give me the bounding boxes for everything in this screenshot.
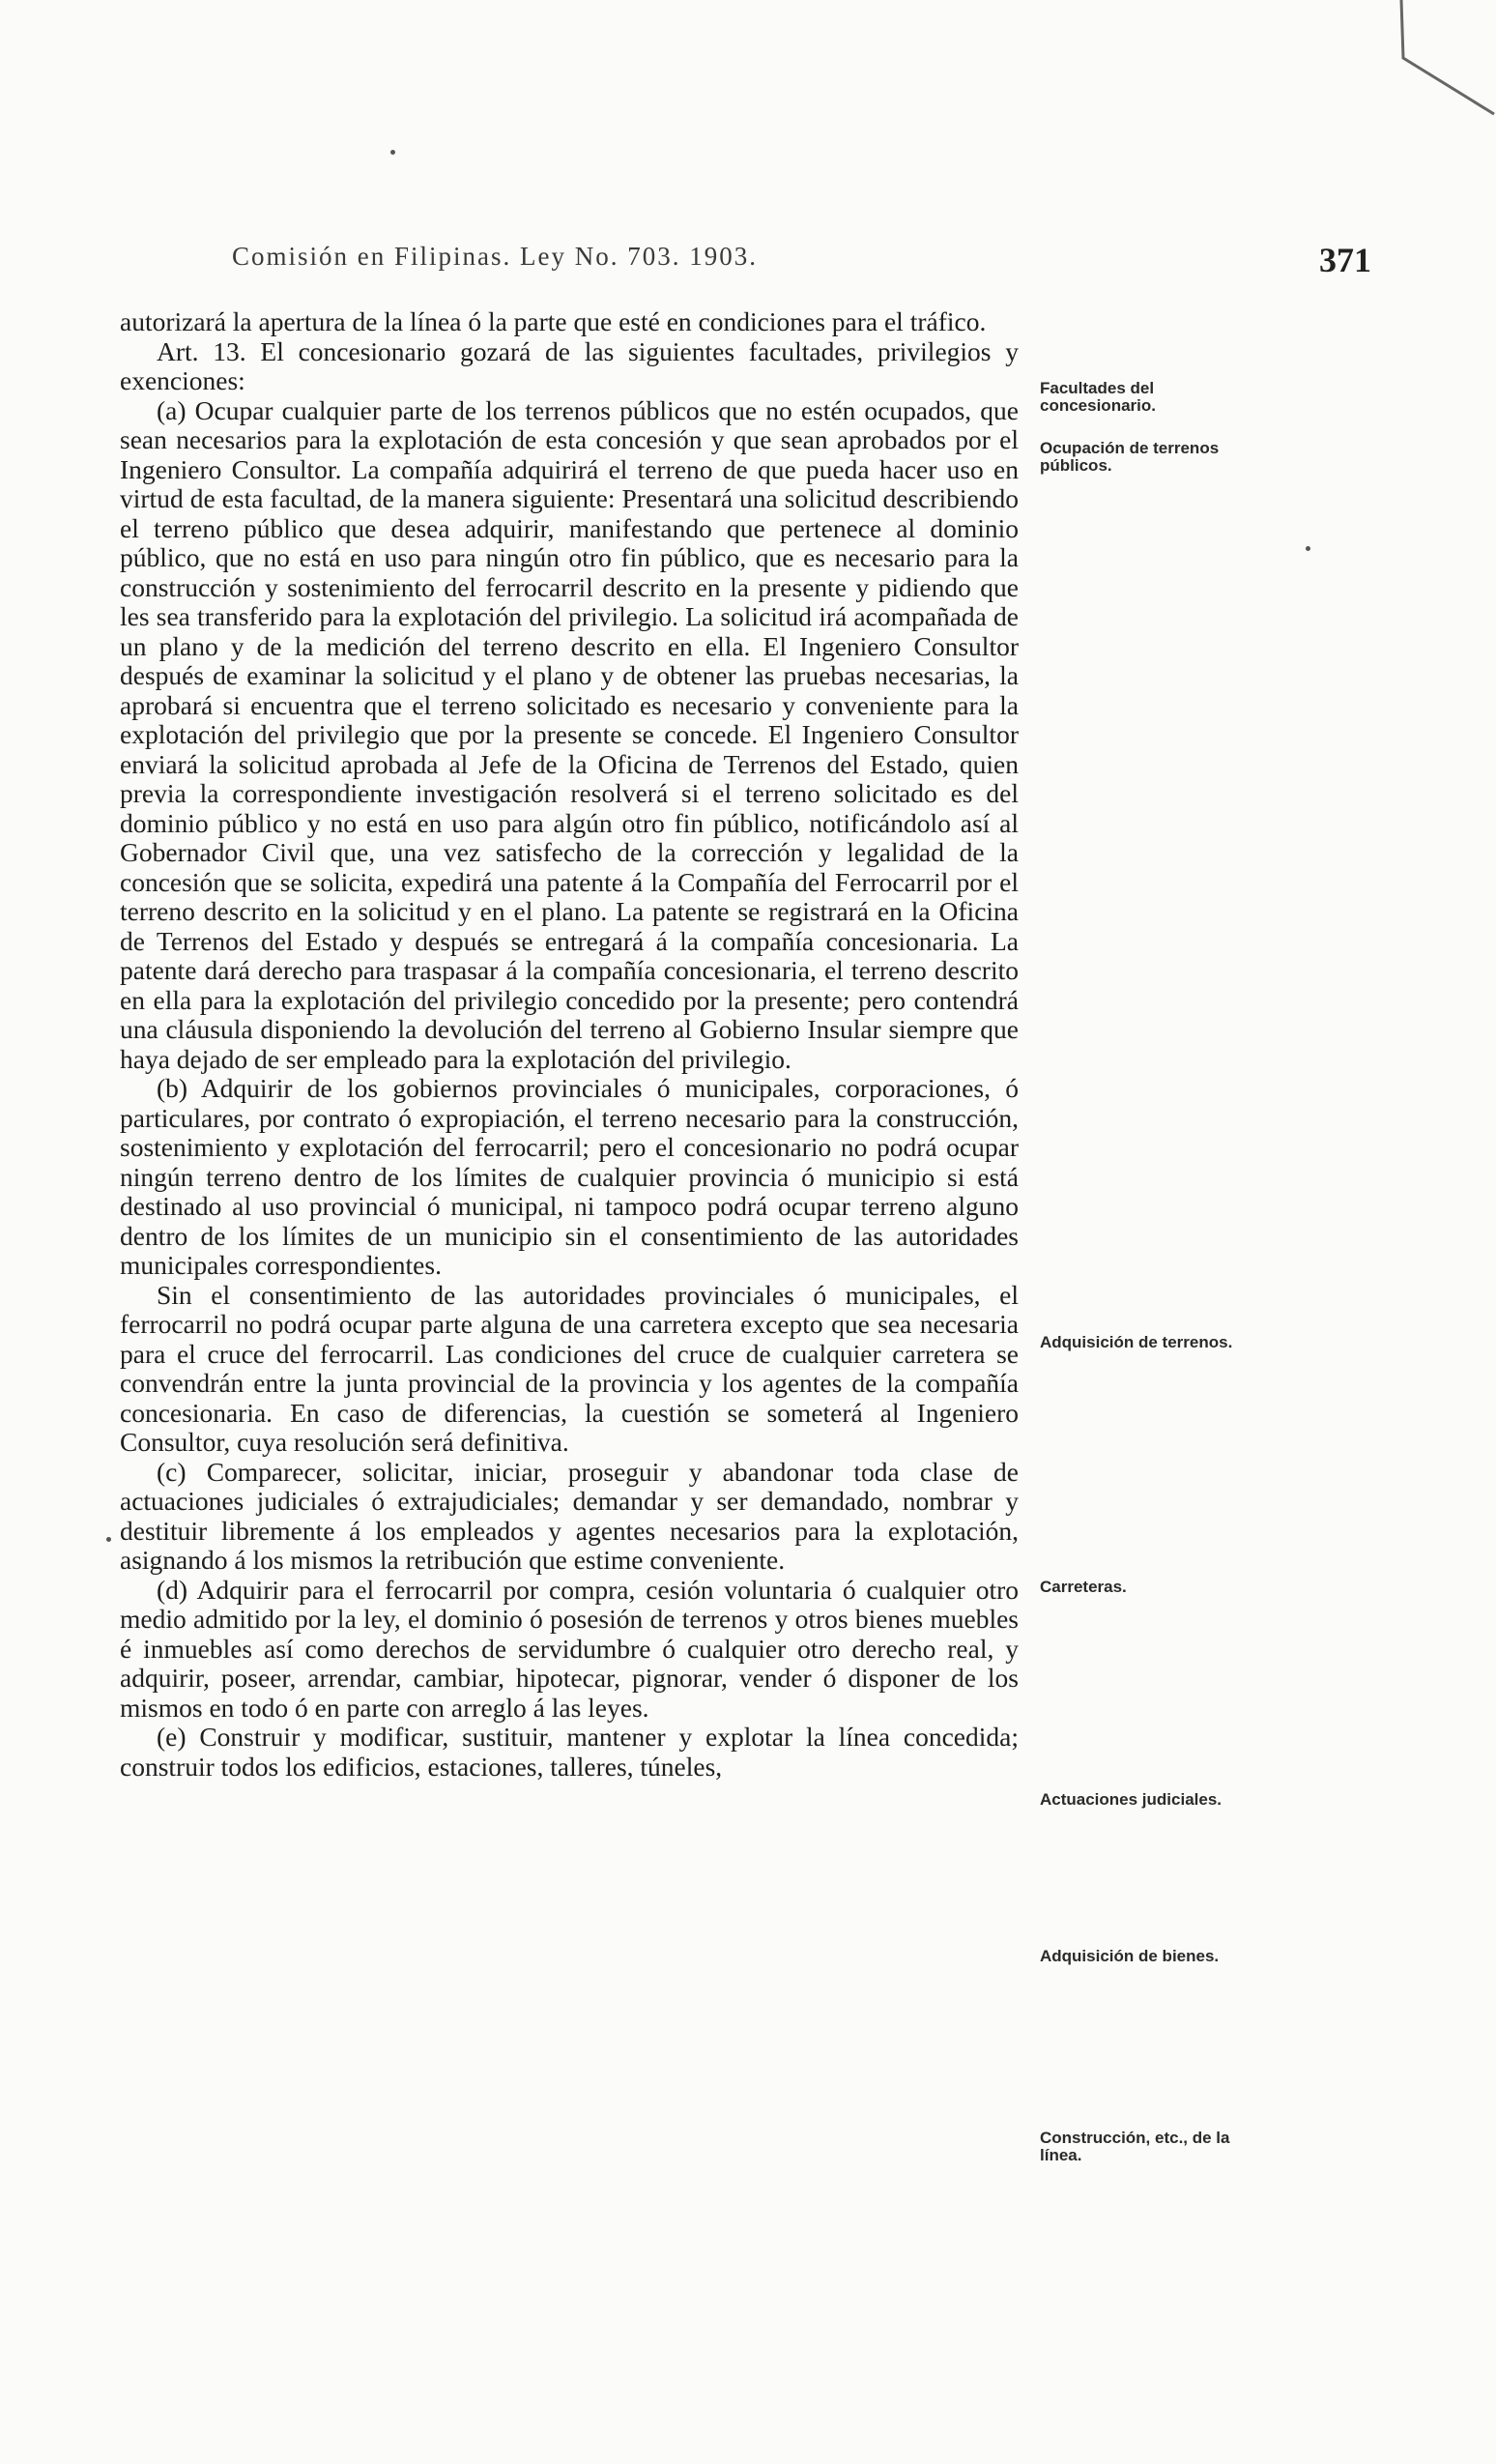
paragraph: (a) Ocupar cualquier parte de los terrenos públicos que no estén ocupados, que sean necesarios para la explotación de esta concesión y que sean aprobados por el Ingeniero Consultor. La compañía adquirirá el terreno de que pueda hacer uso en virtud de esta facultad, de la manera siguiente: Presentará una solicitud describiendo el terreno público que desea adquirir, manifestando que pertenece al dominio público, que no está en uso para ningún otro fin público, que es necesario para la construcción y sostenimiento del ferrocarril descrito en la presente y pidiendo que les sea transferido para la explotación del privilegio. La solicitud irá acompañada de un plano y de la medición del terreno descrito en ella. El Ingeniero Consultor después de examinar la solicitud y el plano y de obtener las pruebas necesarias, la aprobará si encuentra que el terreno solicitado es necesario y conveniente para la explotación del privilegio que por la presente se concede. El Ingeniero Consultor enviará la solicitud aprobada al Jefe de la Oficina de Terrenos del Estado, quien previa la correspondiente investigación resolverá si el terreno solicitado es del dominio público y no está en uso para algún otro fin público, notificándolo así al Gobernador Civil que, una vez satisfecho de la corrección y legalidad de la concesión que se solicita, expedirá una patente á la Compañía del Ferrocarril por el terreno descrito en la solicitud y en el plano. La patente se registrará en la Oficina de Terrenos del Estado y después se entregará á la compañía concesionaria. La patente dará derecho para traspasar á la compañía concesionaria, el terreno descrito en ella para la explotación del privilegio concedido por la presente; pero contendrá una cláusula disponiendo la devolución del terreno al Gobierno Insular siempre que haya dejado de ser empleado para la explotación del privilegio. — [120, 394, 1019, 1074]
margin-note: Ocupación de terrenos públicos. — [1040, 439, 1220, 475]
scan-speck — [106, 1537, 111, 1542]
margin-note: Adquisición de terrenos. — [1040, 1333, 1233, 1351]
running-head: Comisión en Filipinas. Ley No. 703. 1903. — [232, 242, 758, 271]
paragraph: (e) Construir y modificar, sustituir, mantener y explotar la línea concedida; construir todos los edificios, estaciones, talleres, túneles, — [120, 1722, 1019, 1782]
margin-note: Carreteras. — [1040, 1578, 1127, 1596]
page-corner-fold — [1380, 0, 1496, 126]
paragraph: (b) Adquirir de los gobiernos provinciales ó municipales, corporaciones, ó particulares, por contrato ó expropiación, el terreno necesario para la construcción, sostenimiento y explotación del ferrocarril; pero el concesionario no podrá ocupar ningún terreno dentro de los límites de cualquier provincia ó municipio si está destinado al uso provincial ó municipal, ni tampoco podrá ocupar terreno alguno dentro de los límites de un municipio sin el consentimiento de las autoridades municipales correspondientes. — [120, 1073, 1019, 1280]
scan-speck — [1306, 546, 1310, 551]
page-number: 371 — [1319, 241, 1371, 279]
body-text — [120, 307, 1019, 1782]
paragraph: Art. 13. El concesionario gozará de las siguientes facultades, privilegios y exenciones: — [120, 335, 1019, 395]
paragraph: autorizará la apertura de la línea ó la parte que esté en condiciones para el tráfico. — [120, 306, 987, 336]
margin-note: Construcción, etc., de la línea. — [1040, 2129, 1230, 2164]
margin-note: Actuaciones judiciales. — [1040, 1790, 1223, 1809]
margin-note: Facultades del concesionario. — [1040, 379, 1156, 415]
paragraph: (c) Comparecer, solicitar, iniciar, proseguir y abandonar toda clase de actuaciones judiciales ó extrajudiciales; demandar y ser demandado, nombrar y destituir libremente á los empleados y agentes necesarios para la explotación, asignando á los mismos la retribución que estime conveniente. — [120, 1456, 1019, 1575]
scan-speck — [390, 150, 395, 155]
paragraph: (d) Adquirir para el ferrocarril por compra, cesión voluntaria ó cualquier otro medio admitido por la ley, el dominio ó posesión de terrenos y otros bienes muebles é inmuebles así como derechos de servidumbre ó cualquier otro derecho real, y adquirir, poseer, arrendar, cambiar, hipotecar, pignorar, vender ó disponer de los mismos en todo ó en parte con arreglo á las leyes. — [120, 1574, 1019, 1723]
margin-note: Adquisición de bienes. — [1040, 1947, 1220, 1965]
paragraph: Sin el consentimiento de las autoridades provinciales ó municipales, el ferrocarril no podrá ocupar parte alguna de una carretera excepto que sea necesaria para el cruce del ferrocarril. Las condiciones del cruce de cualquier carretera se convendrán entre la junta provincial de la provincia y los agentes de la compañía concesionaria. En caso de diferencias, la cuestión se someterá al Ingeniero Consultor, cuya resolución será definitiva. — [120, 1279, 1019, 1457]
